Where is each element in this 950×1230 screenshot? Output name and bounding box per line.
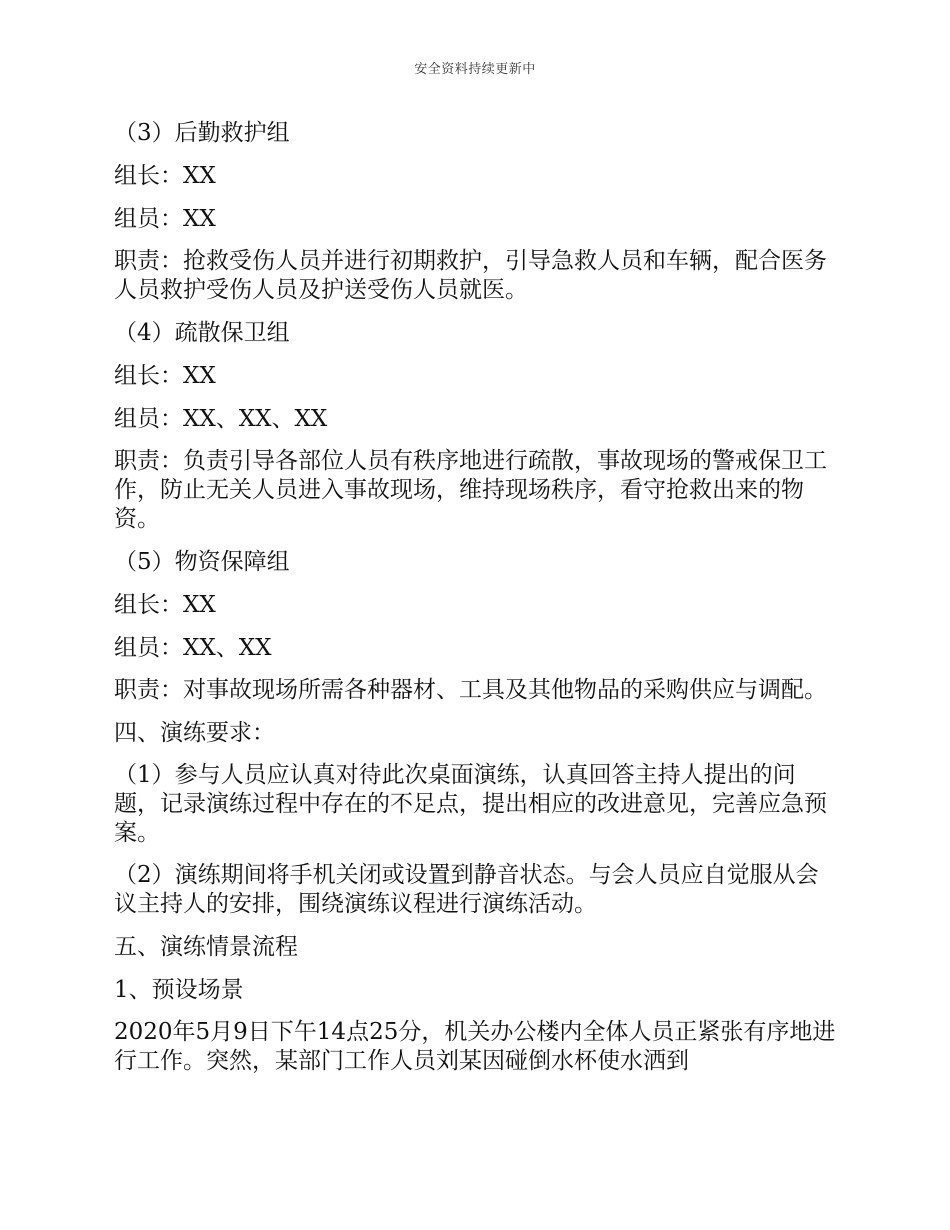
duty-paragraph: 职责：负责引导各部位人员有秩序地进行疏散，事故现场的警戒保卫工作，防止无关人员进入事故现场，维持现场秩序，看守抢救出来的物资。	[114, 448, 827, 532]
page-header: 安全资料持续更新中	[414, 62, 536, 77]
duty-paragraph: 职责：抢救受伤人员并进行初期救护，引导急救人员和车辆，配合医务人员救护受伤人员及护送受伤人员就医。	[114, 248, 827, 303]
duty-paragraph: 职责：对事故现场所需各种器材、工具及其他物品的采购供应与调配。	[114, 677, 827, 703]
leader-line: 组长：XX	[114, 163, 216, 189]
section-heading-logistics-rescue: （3）后勤救护组	[114, 120, 290, 146]
section-heading-drill-requirements: 四、演练要求：	[114, 720, 275, 746]
requirement-item-1: （1）参与人员应认真对待此次桌面演练，认真回答主持人提出的问题，记录演练过程中存在的不足点，提出相应的改进意见，完善应急预案。	[114, 762, 827, 846]
members-line: 组员：XX、XX、XX	[114, 406, 328, 432]
section-heading-evacuation-security: （4）疏散保卫组	[114, 320, 290, 346]
requirement-item-2: （2）演练期间将手机关闭或设置到静音状态。与会人员应自觉服从会议主持人的安排，围绕演练议程进行演练活动。	[114, 862, 819, 917]
leader-line: 组长：XX	[114, 363, 216, 389]
members-line: 组员：XX、XX	[114, 635, 272, 661]
section-heading-material-support: （5）物资保障组	[114, 549, 290, 575]
scenario-paragraph: 2020年5月9日下午14点25分，机关办公楼内全体人员正紧张有序地进行工作。突然，某部门工作人员刘某因碰倒水杯使水洒到	[114, 1019, 836, 1074]
subheading-preset-scene: 1、预设场景	[114, 977, 244, 1003]
document-body	[114, 118, 836, 1089]
section-heading-drill-scenario: 五、演练情景流程	[114, 934, 298, 960]
leader-line: 组长：XX	[114, 592, 216, 618]
members-line: 组员：XX	[114, 206, 216, 232]
